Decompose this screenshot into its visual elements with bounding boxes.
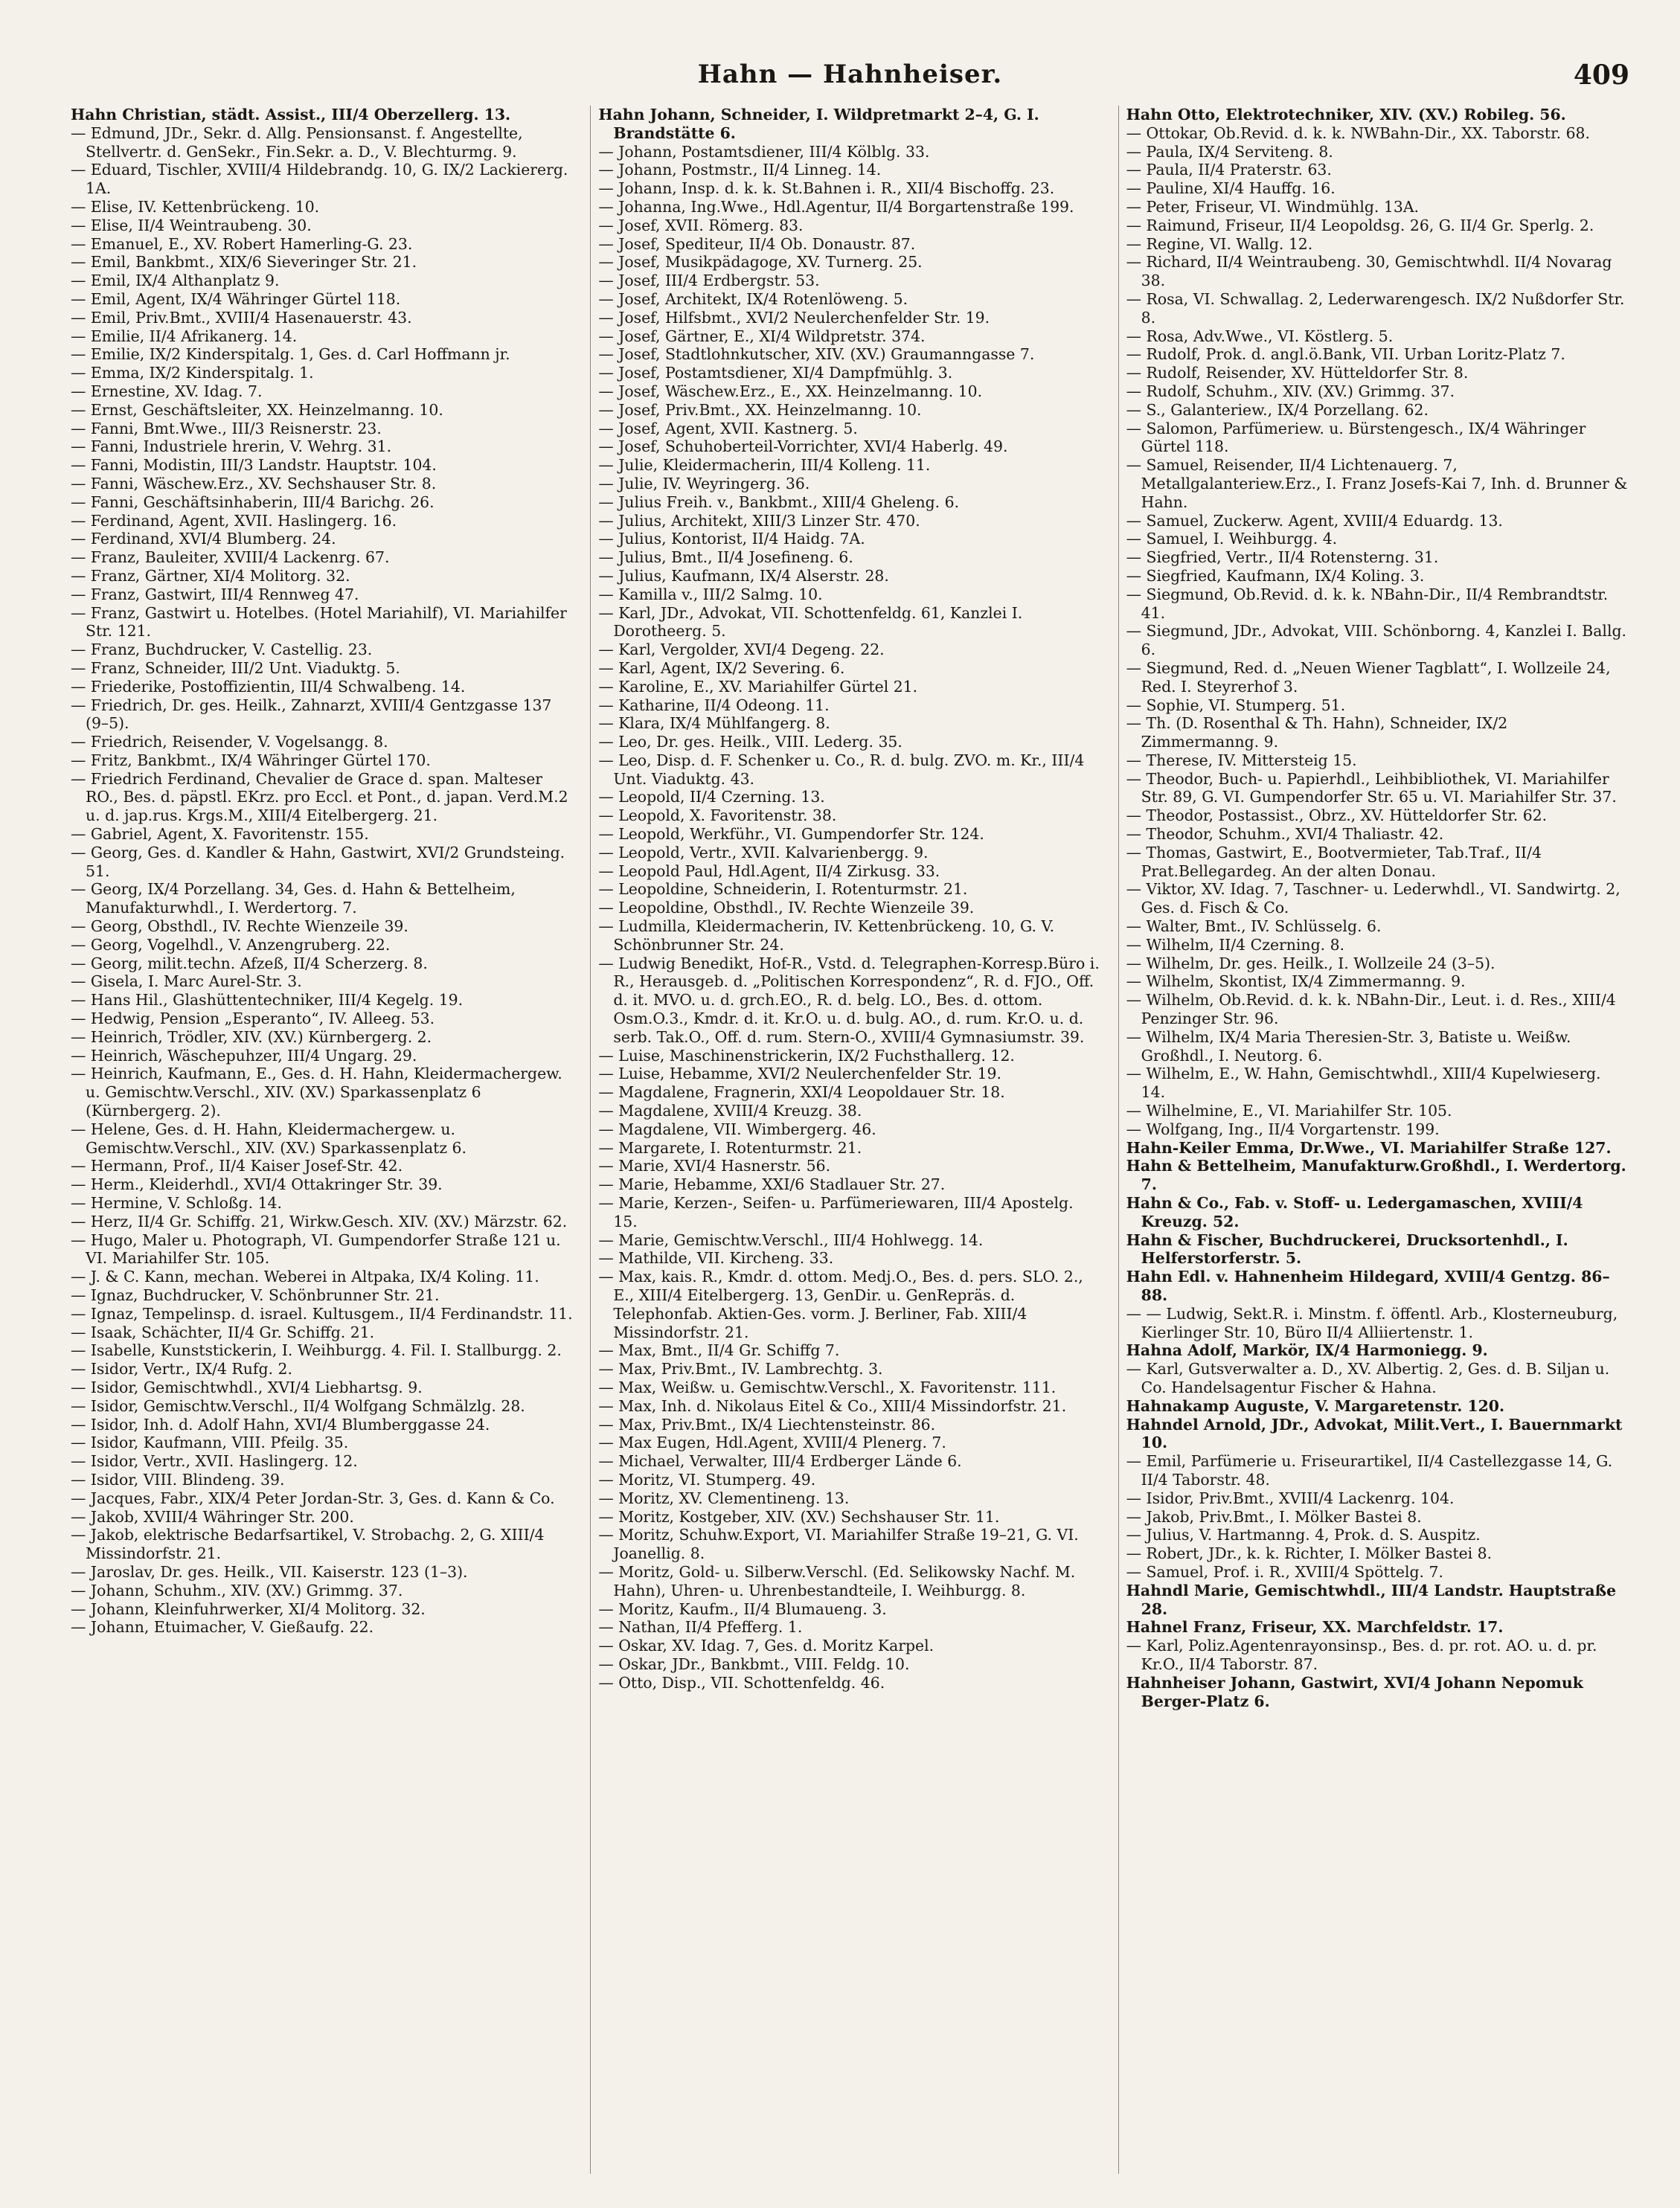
directory-entry: — Isidor, Kaufmann, VIII. Pfeilg. 35. bbox=[71, 1434, 349, 1452]
directory-entry: — Wilhelmine, E., VI. Mariahilfer Str. 105. bbox=[1126, 1102, 1452, 1120]
column-2 bbox=[590, 106, 1101, 2174]
directory-entry: — Heinrich, Trödler, XIV. (XV.) Kürnbergerg. 2. bbox=[71, 1027, 432, 1046]
directory-entry: — Johann, Kleinfuhrwerker, XI/4 Molitorg. 32. bbox=[71, 1599, 426, 1618]
directory-entry: — Therese, IV. Mittersteig 15. bbox=[1126, 751, 1357, 769]
directory-entry: — Georg, IX/4 Porzellang. 34, Ges. d. Hahn & Bettelheim, Manufakturwhdl., I. Werdertorg. 7. bbox=[71, 880, 516, 917]
directory-entry: — Emanuel, E., XV. Robert Hamerling-G. 23. bbox=[71, 234, 413, 253]
directory-entry: — Georg, Ges. d. Kandler & Hahn, Gastwirt, XVI/2 Grundsteing. 51. bbox=[71, 843, 565, 880]
directory-entry: — Hugo, Maler u. Photograph, VI. Gumpendorfer Straße 121 u. VI. Mariahilfer Str. 105. bbox=[71, 1230, 561, 1268]
directory-entry: — Max, Priv.Bmt., IX/4 Liechtensteinstr. 86. bbox=[598, 1415, 936, 1434]
directory-entry: — Josef, Spediteur, II/4 Ob. Donaustr. 87. bbox=[598, 234, 916, 253]
directory-entry: — Helene, Ges. d. H. Hahn, Kleidermachergew. u. Gemischtw.Verschl., XIV. (XV.) Sparkassenplatz 6. bbox=[71, 1120, 467, 1157]
directory-entry: — Emilie, II/4 Afrikanerg. 14. bbox=[71, 327, 298, 345]
directory-entry: — Johann, Postamtsdiener, III/4 Kölblg. 33. bbox=[598, 142, 930, 161]
directory-entry: — Viktor, XV. Idag. 7, Taschner- u. Lederwhdl., VI. Sandwirtg. 2, Ges. d. Fisch & Co. bbox=[1126, 880, 1620, 917]
directory-entry: — Ignaz, Tempelinsp. d. israel. Kultusgem., II/4 Ferdinandstr. 11. bbox=[71, 1304, 573, 1323]
directory-entry: — Karl, Poliz.Agentenrayonsinsp., Bes. d. pr. rot. AO. u. d. pr. Kr.O., II/4 Taborstr. 87. bbox=[1126, 1637, 1597, 1673]
directory-entry: — Julius Freih. v., Bankbmt., XIII/4 Gheleng. 6. bbox=[598, 492, 960, 511]
directory-entry: — Josef, Stadtlohnkutscher, XIV. (XV.) Graumanngasse 7. bbox=[598, 345, 1035, 364]
directory-entry: — Isidor, Gemischtwhdl., XVI/4 Liebhartsg. 9. bbox=[71, 1378, 423, 1396]
directory-entry: Hahnheiser Johann, Gastwirt, XVI/4 Johann Nepomuk Berger-Platz 6. bbox=[1126, 1673, 1583, 1710]
directory-entry: — Wolfgang, Ing., II/4 Vorgartenstr. 199. bbox=[1126, 1120, 1440, 1138]
directory-entry: Hahna Adolf, Markör, IX/4 Harmoniegg. 9. bbox=[1126, 1341, 1488, 1360]
directory-entry: — Wilhelm, Skontist, IX/4 Zimmermanng. 9. bbox=[1126, 972, 1466, 991]
directory-entry: Hahn Otto, Elektrotechniker, XIV. (XV.) Robileg. 56. bbox=[1126, 106, 1566, 123]
directory-entry: — Oskar, XV. Idag. 7, Ges. d. Moritz Karpel. bbox=[598, 1637, 934, 1655]
directory-entry: — Karl, Vergolder, XVI/4 Degeng. 22. bbox=[598, 641, 885, 659]
directory-entry: — Josef, Musikpädagoge, XV. Turnerg. 25. bbox=[598, 253, 923, 272]
directory-entry: — Raimund, Friseur, II/4 Leopoldsg. 26, G. II/4 Gr. Sperlg. 2. bbox=[1126, 216, 1594, 234]
directory-entry: — Karl, JDr., Advokat, VII. Schottenfeldg. 61, Kanzlei I. Dorotheerg. 5. bbox=[598, 603, 1023, 641]
directory-entry: — Siegmund, Ob.Revid. d. k. k. NBahn-Dir., II/4 Rembrandtstr. 41. bbox=[1126, 585, 1609, 622]
directory-entry: — Fanni, Geschäftsinhaberin, III/4 Barichg. 26. bbox=[71, 492, 435, 511]
directory-entry: — Johanna, Ing.Wwe., Hdl.Agentur, II/4 Borgartenstraße 199. bbox=[598, 197, 1074, 216]
directory-entry: — Theodor, Postassist., Obrz., XV. Hütteldorfer Str. 62. bbox=[1126, 806, 1548, 825]
directory-entry: — Paula, II/4 Praterstr. 63. bbox=[1126, 161, 1332, 179]
directory-entry: — Emil, IX/4 Althanplatz 9. bbox=[71, 272, 280, 290]
directory-entry: — Pauline, XI/4 Hauffg. 16. bbox=[1126, 179, 1336, 198]
directory-entry: — Moritz, Gold- u. Silberw.Verschl. (Ed. Selikowsky Nachf. M. Hahn), Uhren- u. Uhrenbestandteile, I. Weihburgg. 8. bbox=[598, 1562, 1076, 1599]
directory-entry: — Peter, Friseur, VI. Windmühlg. 13A. bbox=[1126, 197, 1420, 216]
directory-entry: — Franz, Gastwirt u. Hotelbes. (Hotel Mariahilf), VI. Mariahilfer Str. 121. bbox=[71, 603, 567, 641]
directory-entry: — Leopold, II/4 Czerning. 13. bbox=[598, 788, 825, 806]
directory-entry: — Johann, Postmstr., II/4 Linneg. 14. bbox=[598, 161, 882, 179]
directory-entry: — Otto, Disp., VII. Schottenfeldg. 46. bbox=[598, 1673, 885, 1692]
directory-entry: — Ludmilla, Kleidermacherin, IV. Kettenbrückeng. 10, G. V. Schönbrunner Str. 24. bbox=[598, 917, 1055, 954]
directory-entry: — Franz, Gärtner, XI/4 Molitorg. 32. bbox=[71, 566, 350, 585]
directory-entry: — Klara, IX/4 Mühlfangerg. 8. bbox=[598, 714, 830, 733]
directory-entry: — Leopold, Vertr., XVII. Kalvarienbergg. 9. bbox=[598, 843, 929, 861]
directory-entry: — Georg, Vogelhdl., V. Anzengruberg. 22. bbox=[71, 935, 391, 954]
directory-entry: — Rosa, VI. Schwallag. 2, Lederwarengesch. IX/2 Nußdorfer Str. 8. bbox=[1126, 289, 1625, 327]
directory-entry: — Josef, Priv.Bmt., XX. Heinzelmanng. 10. bbox=[598, 400, 922, 419]
directory-page bbox=[71, 54, 1629, 2181]
directory-entry: — Franz, Schneider, III/2 Unt. Viaduktg. 5. bbox=[71, 658, 400, 677]
directory-entry: — Friedrich, Dr. ges. Heilk., Zahnarzt, XVIII/4 Gentzgasse 137 (9–5). bbox=[71, 696, 552, 733]
directory-entry: — Margarete, I. Rotenturmstr. 21. bbox=[598, 1138, 862, 1157]
directory-entry: — Edmund, JDr., Sekr. d. Allg. Pensionsanst. f. Angestellte, Stellvertr. d. GenSekr., Fin.Sekr. a. D., V. Blechturmg. 9. bbox=[71, 123, 523, 161]
directory-entry: — Th. (D. Rosenthal & Th. Hahn), Schneider, IX/2 Zimmermanng. 9. bbox=[1126, 714, 1508, 751]
directory-entry: — Luise, Hebamme, XVI/2 Neulerchenfelder Str. 19. bbox=[598, 1065, 1001, 1083]
directory-entry: — Franz, Buchdrucker, V. Castellig. 23. bbox=[71, 641, 373, 659]
directory-entry: Hahn & Co., Fab. v. Stoff- u. Ledergamaschen, XVIII/4 Kreuzg. 52. bbox=[1126, 1194, 1583, 1230]
directory-entry: — Wilhelm, Dr. ges. Heilk., I. Wollzeile 24 (3–5). bbox=[1126, 954, 1495, 972]
directory-entry: — Richard, II/4 Weintraubeng. 30, Gemischtwhdl. II/4 Novarag 38. bbox=[1126, 253, 1612, 290]
directory-entry: — Ottokar, Ob.Revid. d. k. k. NWBahn-Dir., XX. Taborstr. 68. bbox=[1126, 123, 1590, 142]
directory-entry: — Luise, Maschinenstrickerin, IX/2 Fuchsthallerg. 12. bbox=[598, 1046, 1015, 1065]
column-3 bbox=[1118, 106, 1629, 2174]
directory-entry: — Moritz, XV. Clementineng. 13. bbox=[598, 1489, 850, 1507]
directory-entry: — Hans Hil., Glashüttentechniker, III/4 Kegelg. 19. bbox=[71, 991, 464, 1010]
page-header bbox=[71, 54, 1629, 106]
directory-entry: — Fritz, Bankbmt., IX/4 Währinger Gürtel 170. bbox=[71, 751, 431, 769]
directory-entry: — Rudolf, Schuhm., XIV. (XV.) Grimmg. 37. bbox=[1126, 382, 1455, 400]
directory-entry: — Leopoldine, Schneiderin, I. Rotenturmstr. 21. bbox=[598, 880, 968, 899]
directory-entry: — Siegmund, Red. d. „Neuen Wiener Tagblatt“, I. Wollzeile 24, Red. I. Steyrerhof 3. bbox=[1126, 658, 1611, 696]
directory-entry: — Emma, IX/2 Kinderspitalg. 1. bbox=[71, 364, 314, 382]
directory-entry: — Ernestine, XV. Idag. 7. bbox=[71, 382, 263, 400]
directory-entry: — Elise, IV. Kettenbrückeng. 10. bbox=[71, 197, 320, 216]
directory-entry: — Marie, Kerzen-, Seifen- u. Parfümeriewaren, III/4 Apostelg. 15. bbox=[598, 1194, 1074, 1230]
directory-entry: — Rudolf, Prok. d. angl.ö.Bank, VII. Urban Loritz-Platz 7. bbox=[1126, 345, 1565, 364]
directory-entry: — Isidor, Priv.Bmt., XVIII/4 Lackenrg. 104. bbox=[1126, 1489, 1455, 1507]
directory-entry: — Theodor, Schuhm., XVI/4 Thaliastr. 42. bbox=[1126, 825, 1444, 844]
directory-entry: — Herz, II/4 Gr. Schiffg. 21, Wirkw.Gesch. XIV. (XV.) Märzstr. 62. bbox=[71, 1212, 568, 1230]
directory-entry: — Karl, Agent, IX/2 Severing. 6. bbox=[598, 658, 845, 677]
directory-entry: — Kamilla v., III/2 Salmg. 10. bbox=[598, 585, 823, 603]
directory-entry: — Moritz, Kostgeber, XIV. (XV.) Sechshauser Str. 11. bbox=[598, 1507, 1000, 1526]
directory-entry: — J. & C. Kann, mechan. Weberei in Altpaka, IX/4 Koling. 11. bbox=[71, 1268, 539, 1286]
directory-entry: Hahn & Fischer, Buchdruckerei, Drucksortenhdl., I. Helferstorferstr. 5. bbox=[1126, 1230, 1568, 1268]
directory-entry: — Max, Inh. d. Nikolaus Eitel & Co., XIII/4 Missindorfstr. 21. bbox=[598, 1396, 1067, 1415]
directory-entry: — Marie, XVI/4 Hasnerstr. 56. bbox=[598, 1157, 831, 1175]
directory-entry: — Ernst, Geschäftsleiter, XX. Heinzelmanng. 10. bbox=[71, 400, 443, 419]
directory-entry: — Friedrich, Reisender, V. Vogelsangg. 8. bbox=[71, 733, 388, 751]
directory-entry: Hahn Christian, städt. Assist., III/4 Oberzellerg. 13. bbox=[71, 106, 511, 123]
directory-entry: — Josef, Postamtsdiener, XI/4 Dampfmühlg. 3. bbox=[598, 364, 953, 382]
directory-entry: Hahn-Keiler Emma, Dr.Wwe., VI. Mariahilfer Straße 127. bbox=[1126, 1138, 1612, 1157]
directory-entry: — Theodor, Buch- u. Papierhdl., Leihbibliothek, VI. Mariahilfer Str. 89, G. VI. Gumpendorfer Str. 65 u. VI. Mariahilfer Str. 37. bbox=[1126, 769, 1617, 806]
directory-entry: — Ferdinand, XVI/4 Blumberg. 24. bbox=[71, 530, 336, 548]
column-1 bbox=[71, 106, 574, 2174]
directory-entry: — Rosa, Adv.Wwe., VI. Köstlerg. 5. bbox=[1126, 327, 1394, 345]
directory-entry: — Hedwig, Pension „Esperanto“, IV. Alleeg. 53. bbox=[71, 1010, 435, 1028]
directory-entry: — Wilhelm, E., W. Hahn, Gemischtwhdl., XIII/4 Kupelwieserg. 14. bbox=[1126, 1065, 1601, 1102]
directory-entry: — Leopold, X. Favoritenstr. 38. bbox=[598, 806, 837, 825]
directory-entry: — Eduard, Tischler, XVIII/4 Hildebrandg. 10, G. IX/2 Lackiererg. 1A. bbox=[71, 161, 568, 198]
directory-entry: — Ferdinand, Agent, XVII. Haslingerg. 16. bbox=[71, 511, 397, 530]
directory-entry: — Heinrich, Kaufmann, E., Ges. d. H. Hahn, Kleidermachergew. u. Gemischtw.Verschl., XIV. (XV.) Sparkassenplatz 6 (Kürnbergerg. 2). bbox=[71, 1065, 562, 1120]
directory-entry: — Heinrich, Wäschepuhzer, III/4 Ungarg. 29. bbox=[71, 1046, 417, 1065]
directory-entry: — Max, Priv.Bmt., IV. Lambrechtg. 3. bbox=[598, 1360, 883, 1379]
directory-entry: — Emilie, IX/2 Kinderspitalg. 1, Ges. d. Carl Hoffmann jr. bbox=[71, 345, 510, 364]
directory-entry: — Friedrich Ferdinand, Chevalier de Grace d. span. Malteser RO., Bes. d. päpstl. EKrz. pro Eccl. et Pont., d. japan. Verd.M.2 u. d. jap.rus. Krgs.M., XIII/4 Eitelbergerg. 21. bbox=[71, 769, 568, 825]
directory-entry: — Josef, III/4 Erdbergstr. 53. bbox=[598, 272, 820, 290]
directory-entry: — Isaak, Schächter, II/4 Gr. Schiffg. 21. bbox=[71, 1323, 375, 1341]
directory-entry: — Emil, Agent, IX/4 Währinger Gürtel 118. bbox=[71, 289, 401, 308]
directory-entry: — Herm., Kleiderhdl., XVI/4 Ottakringer Str. 39. bbox=[71, 1175, 443, 1194]
directory-entry: — Julie, IV. Weyringerg. 36. bbox=[598, 474, 810, 492]
directory-entry: — Sophie, VI. Stumperg. 51. bbox=[1126, 696, 1346, 714]
directory-entry: — Jakob, XVIII/4 Währinger Str. 200. bbox=[71, 1507, 354, 1526]
directory-entry: — Walter, Bmt., IV. Schlüsselg. 6. bbox=[1126, 917, 1382, 936]
directory-entry: — — Ludwig, Sekt.R. i. Minstm. f. öffentl. Arb., Klosterneuburg, Kierlinger Str. 10, Büro II/4 Alliiertenstr. 1. bbox=[1126, 1304, 1618, 1341]
directory-entry: — Salomon, Parfümeriew. u. Bürstengesch., IX/4 Währinger Gürtel 118. bbox=[1126, 419, 1586, 456]
page-number: 409 bbox=[1573, 60, 1629, 91]
directory-entry: — Fanni, Bmt.Wwe., III/3 Reisnerstr. 23. bbox=[71, 419, 382, 437]
running-head: Hahn — Hahnheiser. bbox=[697, 60, 1003, 89]
directory-entry: Hahndel Arnold, JDr., Advokat, Milit.Vert., I. Bauernmarkt 10. bbox=[1126, 1415, 1623, 1452]
directory-entry: — Emil, Bankbmt., XIX/6 Sieveringer Str. 21. bbox=[71, 253, 417, 272]
directory-entry: — Siegfried, Kaufmann, IX/4 Koling. 3. bbox=[1126, 566, 1425, 585]
directory-entry: — Oskar, JDr., Bankbmt., VIII. Feldg. 10. bbox=[598, 1655, 910, 1673]
directory-entry: — Isidor, Vertr., XVII. Haslingerg. 12. bbox=[71, 1452, 358, 1471]
directory-entry: — Marie, Gemischtw.Verschl., III/4 Hohlwegg. 14. bbox=[598, 1230, 984, 1249]
directory-entry: — Georg, Obsthdl., IV. Rechte Wienzeile 39. bbox=[71, 917, 408, 936]
directory-entry: — Hermann, Prof., II/4 Kaiser Josef-Str. 42. bbox=[71, 1157, 403, 1175]
directory-entry: — Isabelle, Kunststickerin, I. Weihburgg. 4. Fil. I. Stallburgg. 2. bbox=[71, 1341, 562, 1360]
directory-entry: — Fanni, Modistin, III/3 Landstr. Hauptstr. 104. bbox=[71, 456, 437, 475]
directory-entry: — Samuel, Reisender, II/4 Lichtenauerg. 7, Metallgalanteriew.Erz., I. Franz Josefs-Kai 7, Inh. d. Brunner & Hahn. bbox=[1126, 456, 1628, 511]
directory-entry: — Karoline, E., XV. Mariahilfer Gürtel 21. bbox=[598, 677, 918, 696]
directory-entry: — Michael, Verwalter, III/4 Erdberger Lände 6. bbox=[598, 1452, 962, 1471]
directory-entry: — Josef, Wäschew.Erz., E., XX. Heinzelmanng. 10. bbox=[598, 382, 983, 400]
directory-entry: — Max, kais. R., Kmdr. d. ottom. Medj.O., Bes. d. pers. SLO. 2., E., XIII/4 Eitelbergerg. 13, GenDir. u. GenRepräs. d. Telephonfab. Aktien-Ges. vorm. J. Berliner, Fab. XIII/4 Missindorfstr. 21. bbox=[598, 1268, 1083, 1341]
directory-entry: — Karl, Gutsverwalter a. D., XV. Albertig. 2, Ges. d. B. Siljan u. Co. Handelsagentur Fischer & Hahna. bbox=[1126, 1360, 1610, 1396]
directory-entry: — Samuel, Zuckerw. Agent, XVIII/4 Eduardg. 13. bbox=[1126, 511, 1503, 530]
directory-entry: — Josef, Gärtner, E., XI/4 Wildpretstr. 374. bbox=[598, 327, 926, 345]
directory-entry: Hahndl Marie, Gemischtwhdl., III/4 Landstr. Hauptstraße 28. bbox=[1126, 1581, 1617, 1618]
directory-entry: — Emil, Parfümerie u. Friseurartikel, II/4 Castellezgasse 14, G. II/4 Taborstr. 48. bbox=[1126, 1452, 1613, 1489]
directory-entry: — Leopold Paul, Hdl.Agent, II/4 Zirkusg. 33. bbox=[598, 861, 940, 880]
directory-entry: — Wilhelm, Ob.Revid. d. k. k. NBahn-Dir., Leut. i. d. Res., XIII/4 Penzinger Str. 96. bbox=[1126, 991, 1616, 1028]
directory-entry: — Gabriel, Agent, X. Favoritenstr. 155. bbox=[71, 825, 369, 844]
directory-entry: — Rudolf, Reisender, XV. Hütteldorfer Str. 8. bbox=[1126, 364, 1469, 382]
directory-entry: Hahn Johann, Schneider, I. Wildpretmarkt 2–4, G. I. Brandstätte 6. bbox=[598, 106, 1039, 142]
directory-entry: — Fanni, Wäschew.Erz., XV. Sechshauser Str. 8. bbox=[71, 474, 437, 492]
directory-entry: — Isidor, Gemischtw.Verschl., II/4 Wolfgang Schmälzlg. 28. bbox=[71, 1396, 525, 1415]
directory-entry: — Nathan, II/4 Pfefferg. 1. bbox=[598, 1618, 803, 1637]
directory-entry: — Siegfried, Vertr., II/4 Rotensterng. 31. bbox=[1126, 548, 1439, 567]
directory-entry: — Jakob, Priv.Bmt., I. Mölker Bastei 8. bbox=[1126, 1507, 1422, 1526]
directory-entry: — Johann, Etuimacher, V. Gießaufg. 22. bbox=[71, 1618, 374, 1637]
directory-entry: Hahn Edl. v. Hahnenheim Hildegard, XVIII/4 Gentzg. 86–88. bbox=[1126, 1268, 1610, 1304]
directory-entry: — Moritz, Kaufm., II/4 Blumaueng. 3. bbox=[598, 1599, 887, 1618]
directory-entry: — Josef, XVII. Römerg. 83. bbox=[598, 216, 804, 234]
columns-container bbox=[71, 106, 1629, 2174]
directory-entry: — Samuel, Prof. i. R., XVIII/4 Spöttelg. 7. bbox=[1126, 1562, 1443, 1581]
directory-entry: — Jacques, Fabr., XIX/4 Peter Jordan-Str. 3, Ges. d. Kann & Co. bbox=[71, 1489, 555, 1507]
directory-entry: — S., Galanteriew., IX/4 Porzellang. 62. bbox=[1126, 400, 1429, 419]
directory-entry: — Josef, Architekt, IX/4 Rotenlöweng. 5. bbox=[598, 289, 908, 308]
directory-entry: — Robert, JDr., k. k. Richter, I. Mölker Bastei 8. bbox=[1126, 1544, 1493, 1563]
directory-entry: Hahnakamp Auguste, V. Margaretenstr. 120. bbox=[1126, 1396, 1505, 1415]
directory-entry: — Josef, Agent, XVII. Kastnerg. 5. bbox=[598, 419, 858, 437]
directory-entry: — Josef, Schuhoberteil-Vorrichter, XVI/4 Haberlg. 49. bbox=[598, 437, 1008, 456]
directory-entry: — Moritz, Schuhw.Export, VI. Mariahilfer Straße 19–21, G. VI. Joanellig. 8. bbox=[598, 1526, 1079, 1563]
directory-entry: — Josef, Hilfsbmt., XVI/2 Neulerchenfelder Str. 19. bbox=[598, 308, 990, 327]
directory-entry: — Johann, Insp. d. k. k. St.Bahnen i. R., XII/4 Bischoffg. 23. bbox=[598, 179, 1055, 198]
directory-entry: — Franz, Gastwirt, III/4 Rennweg 47. bbox=[71, 585, 359, 603]
directory-entry: — Siegmund, JDr., Advokat, VIII. Schönborng. 4, Kanzlei I. Ballg. 6. bbox=[1126, 622, 1627, 659]
directory-entry: — Isidor, VIII. Blindeng. 39. bbox=[71, 1470, 285, 1489]
directory-entry: — Leopoldine, Obsthdl., IV. Rechte Wienzeile 39. bbox=[598, 899, 975, 917]
directory-entry: — Gisela, I. Marc Aurel-Str. 3. bbox=[71, 972, 302, 991]
directory-entry: — Moritz, VI. Stumperg. 49. bbox=[598, 1470, 816, 1489]
directory-entry: — Magdalene, XVIII/4 Kreuzg. 38. bbox=[598, 1102, 862, 1120]
directory-entry: — Julius, Kaufmann, IX/4 Alserstr. 28. bbox=[598, 566, 889, 585]
directory-entry: — Emil, Priv.Bmt., XVIII/4 Hasenauerstr. 43. bbox=[71, 308, 412, 327]
directory-entry: Hahnel Franz, Friseur, XX. Marchfeldstr. 17. bbox=[1126, 1618, 1504, 1637]
directory-entry: — Max Eugen, Hdl.Agent, XVIII/4 Plenerg. 7. bbox=[598, 1434, 946, 1452]
directory-entry: — Mathilde, VII. Kircheng. 33. bbox=[598, 1249, 834, 1268]
directory-entry: — Julie, Kleidermacherin, III/4 Kolleng. 11. bbox=[598, 456, 931, 475]
directory-entry: — Marie, Hebamme, XXI/6 Stadlauer Str. 27. bbox=[598, 1175, 946, 1194]
directory-entry: — Hermine, V. Schloßg. 14. bbox=[71, 1194, 282, 1213]
directory-entry: — Ignaz, Buchdrucker, V. Schönbrunner Str. 21. bbox=[71, 1286, 440, 1304]
directory-entry: — Katharine, II/4 Odeong. 11. bbox=[598, 696, 830, 714]
directory-entry: — Thomas, Gastwirt, E., Bootvermieter, Tab.Traf., II/4 Prat.Bellegardeg. An der alten Donau. bbox=[1126, 843, 1542, 880]
directory-entry: — Franz, Bauleiter, XVIII/4 Lackenrg. 67. bbox=[71, 548, 390, 567]
directory-entry: — Julius, Bmt., II/4 Josefineng. 6. bbox=[598, 548, 853, 567]
directory-entry: — Samuel, I. Weihburgg. 4. bbox=[1126, 530, 1338, 548]
directory-entry: — Leo, Disp. d. F. Schenker u. Co., R. d. bulg. ZVO. m. Kr., III/4 Unt. Viaduktg. 43. bbox=[598, 751, 1085, 788]
directory-entry: — Julius, Architekt, XIII/3 Linzer Str. 470. bbox=[598, 511, 920, 530]
directory-entry: — Isidor, Inh. d. Adolf Hahn, XVI/4 Blumberggasse 24. bbox=[71, 1415, 490, 1434]
directory-entry: — Elise, II/4 Weintraubeng. 30. bbox=[71, 216, 312, 234]
directory-entry: — Magdalene, Fragnerin, XXI/4 Leopoldauer Str. 18. bbox=[598, 1083, 1005, 1102]
directory-entry: — Georg, milit.techn. Afzeß, II/4 Scherzerg. 8. bbox=[71, 954, 428, 972]
directory-entry: — Julius, Kontorist, II/4 Haidg. 7A. bbox=[598, 530, 865, 548]
directory-entry: — Paula, IX/4 Serviteng. 8. bbox=[1126, 142, 1333, 161]
directory-entry: — Isidor, Vertr., IX/4 Rufg. 2. bbox=[71, 1360, 292, 1379]
directory-entry: — Julius, V. Hartmanng. 4, Prok. d. S. Auspitz. bbox=[1126, 1526, 1481, 1544]
directory-entry: — Magdalene, VII. Wimbergerg. 46. bbox=[598, 1120, 876, 1138]
directory-entry: Hahn & Bettelheim, Manufakturw.Großhdl., I. Werdertorg. 7. bbox=[1126, 1157, 1626, 1194]
directory-entry: — Jaroslav, Dr. ges. Heilk., VII. Kaiserstr. 123 (1–3). bbox=[71, 1562, 468, 1581]
directory-entry: — Jakob, elektrische Bedarfsartikel, V. Strobachg. 2, G. XIII/4 Missindorfstr. 21. bbox=[71, 1526, 545, 1563]
directory-entry: — Max, Bmt., II/4 Gr. Schiffg 7. bbox=[598, 1341, 840, 1360]
directory-entry: — Max, Weißw. u. Gemischtw.Verschl., X. Favoritenstr. 111. bbox=[598, 1378, 1057, 1396]
directory-entry: — Fanni, Industriele hrerin, V. Wehrg. 31. bbox=[71, 437, 392, 456]
directory-entry: — Friederike, Postoffizientin, III/4 Schwalbeng. 14. bbox=[71, 677, 466, 696]
directory-entry: — Wilhelm, IX/4 Maria Theresien-Str. 3, Batiste u. Weißw. Großhdl., I. Neutorg. 6. bbox=[1126, 1027, 1571, 1065]
directory-entry: — Ludwig Benedikt, Hof-R., Vstd. d. Telegraphen-Korresp.Büro i. R., Herausgeb. d. „Politischen Korrespondenz“, R. d. FJO., Off. d. it. MVO. u. d. grch.EO., R. d. belg. LO., Bes. d. ottom. Osm.O.3., Kmdr. d. it. Kr.O. u. d. bulg. AO., d. rum. Kr.O. u. d. serb. Tak.O., Off. d. rum. Stern-O., XVIII/4 Gymnasiumstr. 39. bbox=[598, 954, 1100, 1046]
directory-entry: — Leopold, Werkführ., VI. Gumpendorfer Str. 124. bbox=[598, 825, 984, 844]
directory-entry: — Leo, Dr. ges. Heilk., VIII. Lederg. 35. bbox=[598, 733, 902, 751]
directory-entry: — Regine, VI. Wallg. 12. bbox=[1126, 234, 1313, 253]
directory-entry: — Johann, Schuhm., XIV. (XV.) Grimmg. 37. bbox=[71, 1581, 403, 1599]
directory-entry: — Wilhelm, II/4 Czerning. 8. bbox=[1126, 935, 1345, 954]
